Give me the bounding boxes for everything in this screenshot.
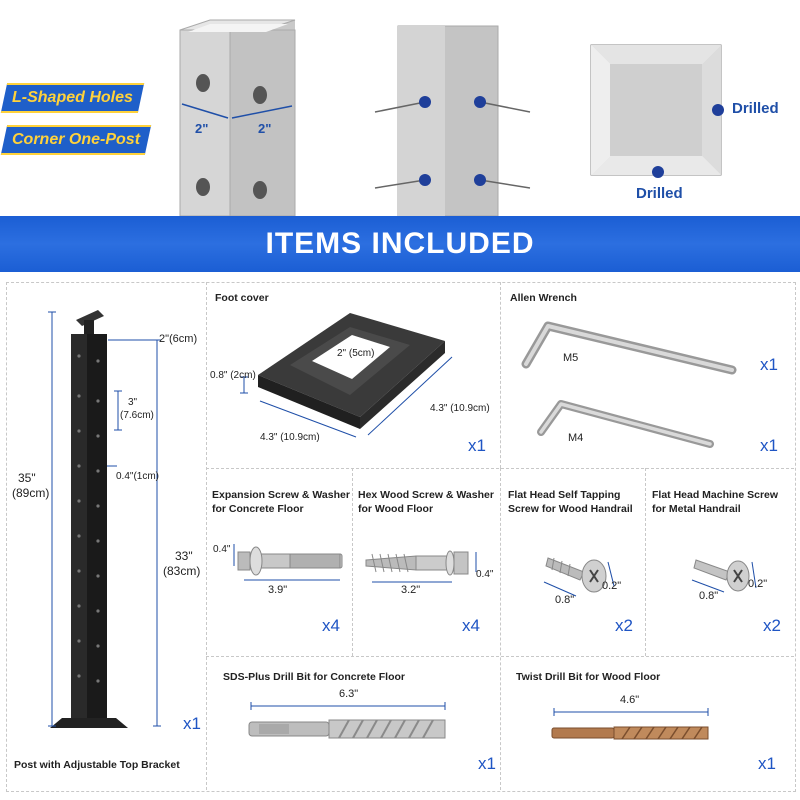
expansion-screw-qty: x4 [322,616,340,635]
expansion-screw-dim-dia: 0.4" [213,544,231,555]
flat-tapping-screw-illustration [540,546,630,601]
post-dim-top: 2"(6cm) [159,333,198,345]
expansion-screw-title-2: for Concrete Floor [212,503,304,515]
flat-machine-title-1: Flat Head Machine Screw [652,489,779,501]
foot-cover-qty: x1 [468,436,486,455]
grid-divider-v2 [500,282,501,468]
expansion-screw-dim-len: 3.9" [268,584,288,596]
hex-wood-screw-dim-len: 3.2" [401,584,421,596]
post-drilled-illustration [370,22,540,222]
flat-tapping-qty: x2 [615,616,633,635]
sds-drill-bit-illustration [245,700,455,750]
foot-cover-title: Foot cover [215,292,269,304]
sds-drill-title: SDS-Plus Drill Bit for Concrete Floor [223,671,406,683]
grid-divider-v3 [352,468,353,656]
flat-tapping-dim-len: 0.8" [555,594,575,606]
post-top-view-illustration [590,44,725,179]
expansion-screw-illustration [230,538,350,588]
post-with-bracket-illustration [40,306,210,734]
post-dim-spacing-in: 3" [128,397,138,408]
post-dim-hole: 0.4"(1cm) [116,471,160,482]
allen-wrench-m4-illustration [535,396,725,456]
flat-tapping-dim-dia: 0.2" [602,580,622,592]
twist-drill-title: Twist Drill Bit for Wood Floor [516,671,661,683]
post-dim-span-in: 33" [175,549,193,563]
allen-wrench-m5-label: M5 [563,352,579,364]
expansion-screw-title-1: Expansion Screw & Washer [212,489,350,501]
drilled-label-right: Drilled [732,100,779,117]
foot-cover-dim-height: 0.8" (2cm) [210,370,256,381]
hex-wood-screw-dim-dia: 0.4" [476,569,494,580]
twist-drill-dim-len: 4.6" [620,694,640,706]
tag-l-shaped-holes: L-Shaped Holes [1,83,144,113]
allen-wrench-m4-qty: x1 [760,436,778,455]
flat-tapping-title-1: Flat Head Self Tapping [508,489,621,501]
post-qty: x1 [183,714,201,733]
post-dim-spacing-cm: (7.6cm) [120,410,154,421]
post-caption: Post with Adjustable Top Bracket [14,759,180,771]
flat-machine-qty: x2 [763,616,781,635]
post-width-label-2: 2" [258,121,272,136]
hex-wood-screw-title-1: Hex Wood Screw & Washer [358,489,494,501]
allen-wrench-m5-illustration [520,318,740,388]
allen-wrench-m4-label: M4 [568,432,584,444]
foot-cover-dim-depth: 4.3" (10.9cm) [430,403,490,414]
items-included-banner: ITEMS INCLUDED [0,216,800,272]
grid-divider-v5 [645,468,646,656]
allen-wrench-m5-qty: x1 [760,355,778,374]
drilled-label-bottom: Drilled [636,185,683,202]
hex-wood-screw-qty: x4 [462,616,480,635]
foot-cover-dim-width: 4.3" (10.9cm) [260,432,320,443]
flat-machine-dim-dia: 0.2" [748,578,768,590]
foot-cover-dim-hole: 2" (5cm) [337,348,375,359]
post-width-label-1: 2" [195,121,209,136]
post-dim-total-in: 35" [18,471,36,485]
post-dim-total-cm: (89cm) [12,486,50,500]
hex-wood-screw-illustration [362,546,482,591]
flat-machine-dim-len: 0.8" [699,590,719,602]
hex-wood-screw-title-2: for Wood Floor [358,503,434,515]
sds-drill-dim-len: 6.3" [339,688,359,700]
twist-drill-bit-illustration [548,706,718,746]
flat-machine-title-2: for Metal Handrail [652,503,741,515]
tag-corner-one-post: Corner One-Post [1,125,151,155]
sds-drill-qty: x1 [478,754,496,773]
flat-tapping-title-2: Screw for Wood Handrail [508,503,633,515]
post-dim-span-cm: (83cm) [163,564,201,578]
post-l-shaped-illustration [170,20,310,220]
grid-divider-v4 [500,468,501,790]
twist-drill-qty: x1 [758,754,776,773]
allen-wrench-title: Allen Wrench [510,292,577,304]
